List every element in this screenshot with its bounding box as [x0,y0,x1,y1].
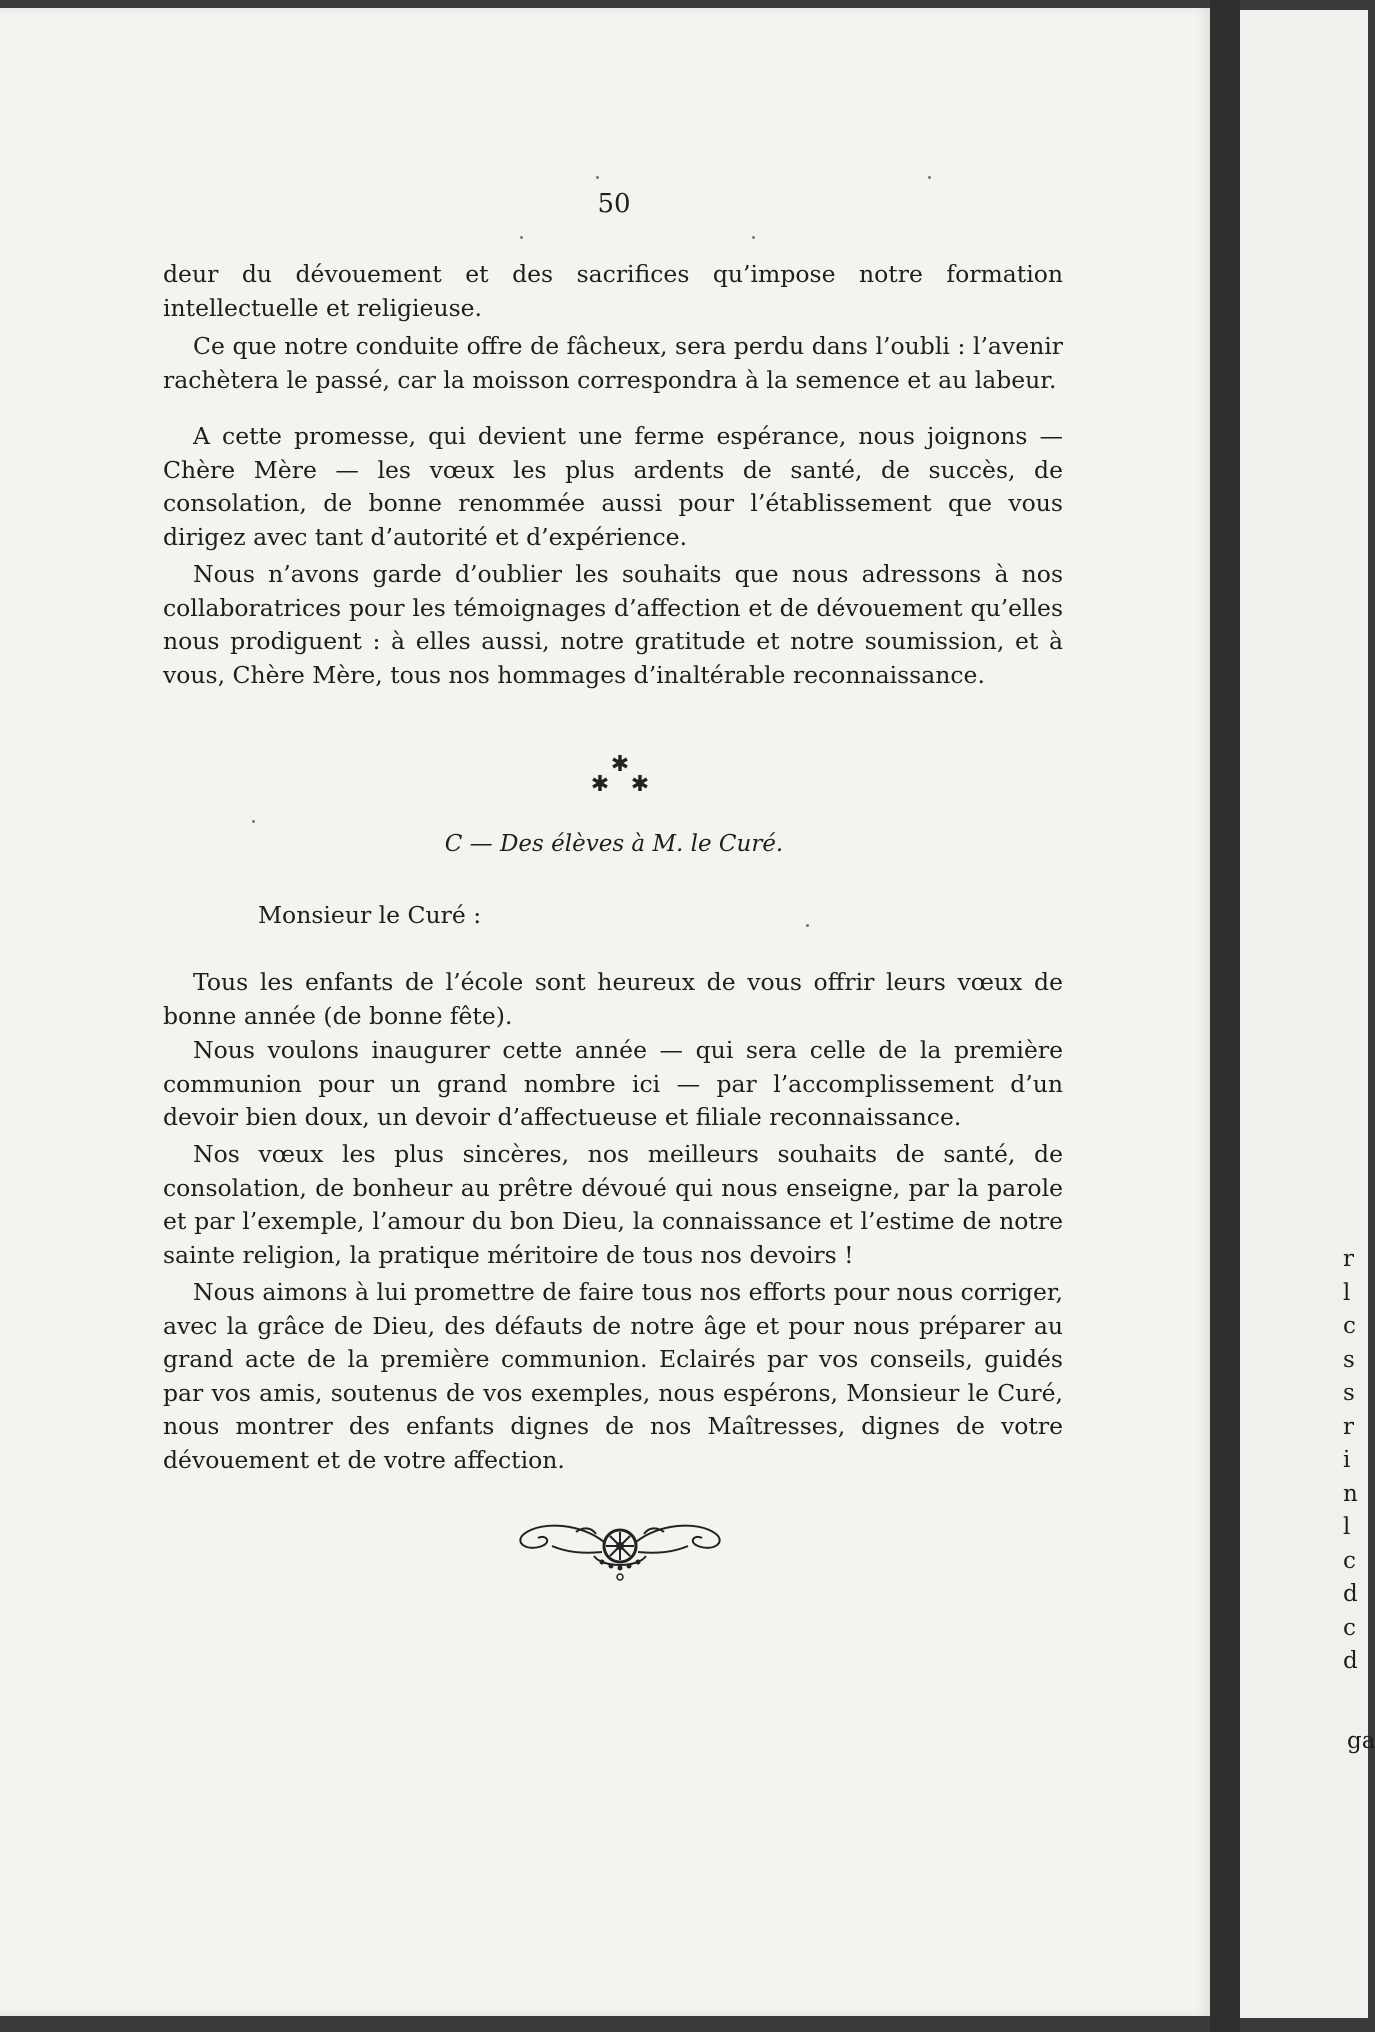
right-page-fragment: d [1343,1581,1358,1607]
svg-text:✱: ✱ [610,752,630,777]
body-paragraph: Nos vœux les plus sincères, nos meilleurs souhaits de santé, de consolation, de bonheur au prêtre dévoué qui nous enseigne, par la parole et par l’exemple, l’amour du bon Dieu, la connaissance et l’estime de notre sainte religion, la pratique méritoire de tous nos devoirs ! [163,1140,1063,1269]
scan-speck [252,820,255,823]
right-page-fragment: c [1343,1547,1356,1574]
right-page-edge [1240,10,1368,2018]
page-number: 50 [597,189,631,219]
asterism-icon [580,743,660,797]
right-page-fragment: i [1343,1447,1351,1473]
right-page-fragment: s [1343,1346,1355,1373]
body-paragraph: Ce que notre conduite offre de fâcheux, sera perdu dans l’oubli : l’avenir rachètera le passé, car la moisson correspondra à la semence et au labeur. [163,332,1063,394]
right-page-fragment: l [1343,1514,1351,1540]
right-page-fragment: r [1343,1413,1354,1440]
right-page-fragment: s [1343,1380,1355,1406]
right-page-fragment: d [1343,1648,1358,1674]
vignette-ornament-icon [512,1512,728,1582]
svg-text:✱: ✱ [590,772,610,797]
right-page-fragment: r [1343,1246,1354,1272]
body-paragraph: Tous les enfants de l’école sont heureux de vous offrir leurs vœux de bonne année (de bonne fête). [163,968,1063,1030]
book-gutter [1210,0,1240,2032]
body-paragraph: Nous aimons à lui promettre de faire tous nos efforts pour nous corriger, avec la grâce de Dieu, des défauts de notre âge et pour nous préparer au grand acte de la première communion. Eclairés par vos conseils, guidés par vos amis, soutenus de vos exemples, nous espérons, Monsieur le Curé, nous montrer des enfants dignes de nos Maîtresses, dignes de votre dévouement et de votre affection. [163,1278,1063,1474]
left-page [0,8,1210,2016]
scan-speck [752,236,755,239]
scan-speck [928,176,931,179]
right-page-fragment: ga [1347,1728,1375,1754]
body-paragraph: Nous voulons inaugurer cette année — qui sera celle de la première communion pour un grand nombre ici — par l’accomplissement d’un devoir bien doux, un devoir d’affectueuse et filiale reconnaissance. [163,1036,1063,1131]
svg-text:✱: ✱ [630,772,650,797]
body-paragraph: A cette promesse, qui devient une ferme espérance, nous joignons — Chère Mère — les vœux les plus ardents de santé, de succès, de consolation, de bonne renommée aussi pour l’établissement que vous dirigez avec tant d’autorité et d’expérience. [163,422,1063,551]
scan-speck [806,924,809,927]
right-page-text-fragments [1343,1243,1368,1679]
right-page-fragment: l [1343,1279,1351,1306]
section-heading: C — Des élèves à M. le Curé. [444,831,784,857]
scan-speck [596,176,599,179]
right-page-fragment: c [1343,1313,1356,1339]
right-page-fragment: c [1343,1614,1356,1641]
body-paragraph: deur du dévouement et des sacrifices qu’impose notre formation intellectuelle et religieuse. [163,260,1063,322]
right-page-fragment: n [1343,1480,1358,1507]
body-paragraph: Nous n’avons garde d’oublier les souhaits que nous adressons à nos collaboratrices pour les témoignages d’affection et de dévouement qu’elles nous prodiguent : à elles aussi, notre gratitude et notre soumission, et à vous, Chère Mère, tous nos hommages d’inaltérable reconnaissance. [163,560,1063,689]
salutation: Monsieur le Curé : [258,901,482,929]
scan-speck [520,236,523,239]
